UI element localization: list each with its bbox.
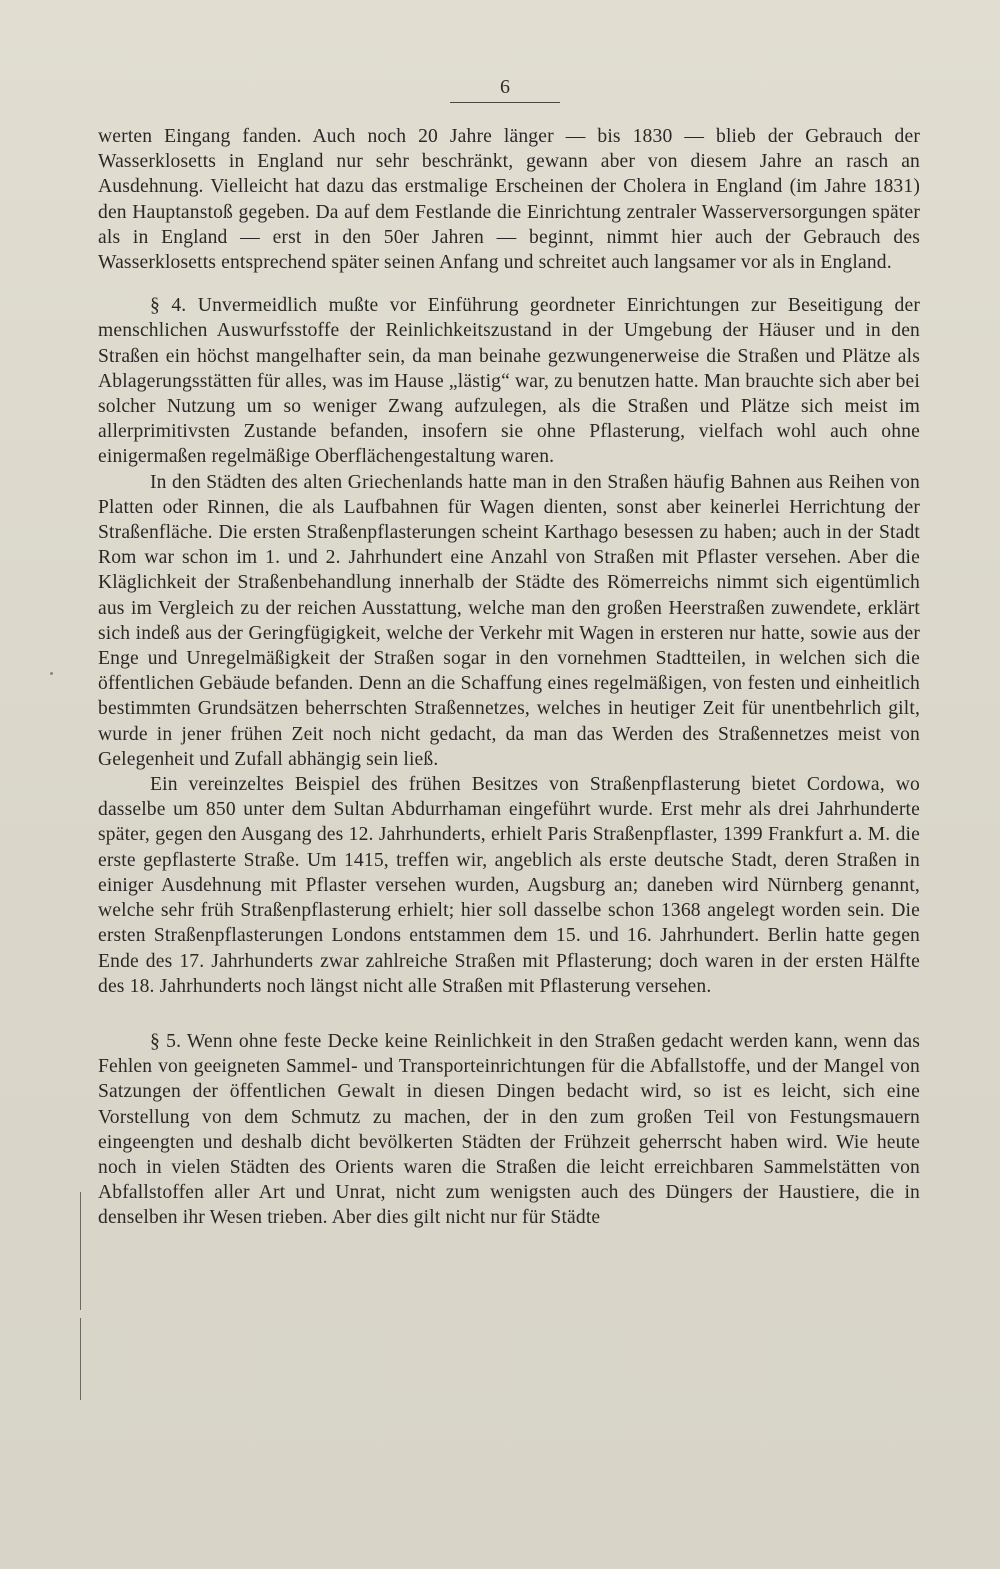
paragraph-paving-history: Ein vereinzeltes Beispiel des frühen Besitzes von Straßenpflasterung bietet Cordowa, wo dasselbe um 850 unter dem Sultan Abdurrhaman eingeführt wurde. Erst mehr als drei Jahrhunderte später, gegen den Ausgang des 12. Jahrhunderts, erhielt Paris Straßenpflaster, 1399 Frankfurt a. M. die erste gepflasterte Straße. Um 1415, treffen wir, angeblich als erste deutsche Stadt, deren Straßen in einiger Ausdehnung mit Pflaster versehen wurden, Augsburg an; daneben wird Nürnberg genannt, welche sehr früh Straßenpflasterung erhielt; hier soll dasselbe schon 1368 angelegt worden sein. Die ersten Straßenpflasterungen Londons entstammen dem 15. und 16. Jahrhundert. Berlin hatte gegen Ende des 17. Jahrhunderts zwar zahlreiche Straßen mit Pflasterung; doch waren in der ersten Hälfte des 18. Jahrhunderts noch längst nicht alle Straßen mit Pflasterung versehen. xyxy=(98,774,920,997)
margin-pencil-mark-upper xyxy=(80,1192,81,1310)
paragraph-greek-roman-streets: In den Städten des alten Griechenlands hatte man in den Straßen häufig Bahnen aus Reihen von Platten oder Rinnen, die als Laufbahnen für Wagen dienten, sonst aber keinerlei Herrichtung der Straßenfläche. Die ersten Straßenpflasterungen scheint Karthago besessen zu haben; auch in der Stadt Rom war schon im 1. und 2. Jahrhundert eine Anzahl von Straßen mit Pflaster versehen. Aber die Kläglichkeit der Straßenbehandlung innerhalb der Städte des Römerreichs nimmt sich eigentümlich aus im Vergleich zu der reichen Ausstattung, welche man den großen Heerstraßen zuwendete, erklärt sich indeß aus der Geringfügigkeit, welche der Verkehr mit Wagen in ersteren nur hatte, sowie aus der Enge und Unregelmäßigkeit der Straßen sogar in den vornehmen Stadtteilen, in welchen sich die öffentlichen Gebäude befanden. Denn an die Schaffung eines regelmäßigen, von festen und einheitlich bestimmten Grundsätzen beherrschten Straßennetzes, welches in heutiger Zeit für unentbehrlich gilt, wurde in jener frühen Zeit noch nicht gedacht, da man das Werden des Straßennetzes meist von Gelegenheit und Zufall abhängig sein ließ. xyxy=(98,471,920,770)
header-rule xyxy=(450,102,560,103)
paragraph-section-5: § 5. Wenn ohne feste Decke keine Reinlichkeit in den Straßen gedacht werden kann, wenn das Fehlen von geeigneten Sammel- und Transporteinrichtungen für die Abfallstoffe, und der Mangel von Satzungen der öffentlichen Gewalt in diesen Dingen bedacht wird, so ist es leicht, sich eine Vorstellung von dem Schmutz zu machen, der in den zum großen Teil von Festungsmauern eingeengten und deshalb dicht bevölkerten Städten der Frühzeit geherrscht haben wird. Wie heute noch in vielen Städten des Orients waren die Straßen die leicht erreichbaren Sammelstätten von Abfallstoffen aller Art und Unrat, nicht zum wenigsten auch des Düngers der Haustiere, die in denselben ihr Wesen trieben. Aber dies gilt nicht nur für Städte xyxy=(98,1030,920,1229)
body-text xyxy=(98,124,920,1231)
paragraph-section-4: § 4. Unvermeidlich mußte vor Einführung geordneter Einrichtungen zur Beseitigung der menschlichen Auswurfsstoffe der Reinlichkeitszustand in der Umgebung der Häuser und in den Straßen ein höchst mangelhafter sein, da man beinahe gezwungenerweise die Straßen und Plätze als Ablagerungsstätten für alles, was im Hause „lästig“ war, zu benutzen hatte. Man brauchte sich aber bei solcher Nutzung um so weniger Zwang aufzulegen, als die Straßen und Plätze sich meist im allerprimitivsten Zustande befanden, insofern sie ohne Pflasterung, vielfach wohl auch ohne einigermaßen regelmäßige Oberflächengestaltung waren. xyxy=(98,295,920,468)
scan-speck xyxy=(50,672,53,675)
page-number: 6 xyxy=(500,76,510,98)
margin-pencil-mark-lower xyxy=(80,1318,81,1400)
page-header xyxy=(450,76,560,103)
paragraph-continuation: werten Eingang fanden. Auch noch 20 Jahre länger — bis 1830 — blieb der Gebrauch der Wasserklosetts in England nur sehr beschränkt, gewann aber von diesem Jahre an rasch an Ausdehnung. Vielleicht hat dazu das erstmalige Erscheinen der Cholera in England (im Jahre 1831) den Hauptanstoß gegeben. Da auf dem Festlande die Einrichtung zentraler Wasserversorgungen später als in England — erst in den 50er Jahren — beginnt, nimmt hier auch der Gebrauch des Wasserklosetts entsprechend später seinen Anfang und schreitet auch langsamer vor als in England. xyxy=(98,126,920,274)
